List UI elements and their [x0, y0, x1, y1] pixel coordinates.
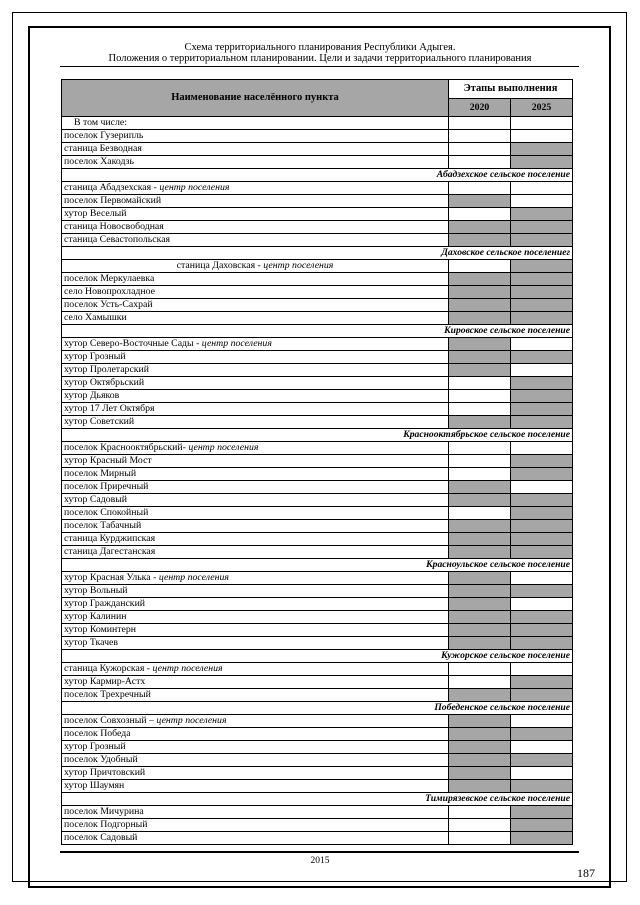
- table-row: [62, 806, 573, 819]
- settlement-name-cell: [62, 754, 449, 767]
- stage-2025-cell: [511, 156, 573, 169]
- table-row: [62, 442, 573, 455]
- stage-2025-cell: [511, 624, 573, 637]
- stage-2020-cell: [449, 741, 511, 754]
- section-title: Абадзехское сельское поселение: [62, 169, 573, 182]
- stage-2020-cell: [449, 299, 511, 312]
- settlement-name: хутор Грозный: [64, 741, 126, 752]
- stage-2025-cell: [511, 754, 573, 767]
- stage-2020-cell: [449, 546, 511, 559]
- stage-2020-cell: [449, 260, 511, 273]
- stage-2025-cell: [511, 663, 573, 676]
- stage-2025-cell: [511, 312, 573, 325]
- column-header-year-2020: 2020: [449, 99, 511, 117]
- table-row: [62, 390, 573, 403]
- stage-2020-cell: [449, 130, 511, 143]
- stage-2025-cell: [511, 806, 573, 819]
- stage-2025-cell: [511, 767, 573, 780]
- stage-2020-cell: [449, 403, 511, 416]
- table-row: [62, 455, 573, 468]
- table-row: [62, 338, 573, 351]
- table-body: [62, 117, 573, 845]
- settlement-name: хутор Ткачев: [64, 637, 119, 648]
- table-row: [62, 728, 573, 741]
- stage-2020-cell: [449, 416, 511, 429]
- settlement-name-cell: [62, 624, 449, 637]
- settlement-name-cell: хутор Северо-Восточные Сады - центр поселения: [62, 338, 449, 351]
- settlement-name: поселок Меркулаевка: [64, 273, 155, 284]
- settlement-name-cell: [62, 728, 449, 741]
- table-row: [62, 481, 573, 494]
- stage-2020-cell: [449, 780, 511, 793]
- stage-2020-cell: [449, 195, 511, 208]
- page-number: 187: [577, 866, 595, 880]
- table-row: [62, 598, 573, 611]
- table-row: [62, 767, 573, 780]
- document-subtitle: Положения о территориальном планировании. Цели и задачи территориального планирования: [108, 53, 532, 64]
- stage-2020-cell: [449, 637, 511, 650]
- stage-2020-cell: [449, 273, 511, 286]
- settlement-center-note: центр поселения: [201, 338, 272, 349]
- settlement-name: станица Дагестанская: [64, 546, 156, 557]
- stage-2020-cell: [449, 689, 511, 702]
- stage-2020-cell: [449, 312, 511, 325]
- stage-2020-cell: [449, 728, 511, 741]
- stage-2020-cell: [449, 598, 511, 611]
- stage-2020-cell: [449, 715, 511, 728]
- stage-2020-cell: [449, 221, 511, 234]
- settlement-name: хутор Северо-Восточные Сады: [64, 338, 194, 349]
- table-row: [62, 663, 573, 676]
- table-row: [62, 234, 573, 247]
- settlement-center-note: центр поселения: [156, 715, 227, 726]
- settlement-name-cell: [62, 208, 449, 221]
- table-row: [62, 520, 573, 533]
- stage-2025-cell: [511, 338, 573, 351]
- settlement-name-cell: станица Кужорская - центр поселения: [62, 663, 449, 676]
- stage-2020-cell: [449, 663, 511, 676]
- table-row: [62, 715, 573, 728]
- stage-2025-cell: [511, 286, 573, 299]
- stage-2025-cell: [511, 416, 573, 429]
- settlement-name: поселок Приречный: [64, 481, 149, 492]
- settlement-center-note: центр поселения: [158, 572, 229, 583]
- table-row: [62, 611, 573, 624]
- table-row: [62, 507, 573, 520]
- stage-2020-cell: [449, 507, 511, 520]
- footer-year: 2015: [310, 856, 330, 866]
- settlement-name-cell: [62, 455, 449, 468]
- settlement-name: хутор Вольный: [64, 585, 128, 596]
- stage-2020-cell: [449, 364, 511, 377]
- settlement-name-cell: [62, 221, 449, 234]
- stage-2025-cell: [511, 676, 573, 689]
- stage-2025-cell: [511, 520, 573, 533]
- settlement-name: хутор Грозный: [64, 351, 126, 362]
- stage-2025-cell: [511, 832, 573, 845]
- stage-2020-cell: [449, 754, 511, 767]
- stage-2020-cell: [449, 585, 511, 598]
- header-rule: [60, 66, 579, 67]
- settlement-name-cell: станица Абадзехская - центр поселения: [62, 182, 449, 195]
- table-row: [62, 286, 573, 299]
- section-title: Тимирязевское сельское поселение: [62, 793, 573, 806]
- table-row: [62, 780, 573, 793]
- stage-2020-cell: [449, 442, 511, 455]
- settlement-name-cell: [62, 468, 449, 481]
- settlement-name: поселок Удобный: [64, 754, 138, 765]
- stage-2020-cell: [449, 624, 511, 637]
- stage-2025-cell: [511, 117, 573, 130]
- settlement-name: хутор Пролетарский: [64, 364, 150, 375]
- settlement-name: В том числе:: [74, 117, 127, 128]
- stage-2025-cell: [511, 143, 573, 156]
- settlement-name: хутор Октябрьский: [64, 377, 145, 388]
- stage-2025-cell: [511, 728, 573, 741]
- section-header-row: [62, 325, 573, 338]
- settlement-name: поселок Табачный: [64, 520, 142, 531]
- settlement-name-cell: хутор Красная Улька - центр поселения: [62, 572, 449, 585]
- column-header-stages: Этапы выполнения: [449, 80, 573, 99]
- settlement-name: поселок Подгорный: [64, 819, 148, 830]
- settlement-name-cell: [62, 403, 449, 416]
- settlement-name: хутор Кармир-Астх: [64, 676, 146, 687]
- settlement-name: станица Абадзехская: [64, 182, 152, 193]
- section-title: Краснооктябрьское сельское поселение: [62, 429, 573, 442]
- table-row: [62, 676, 573, 689]
- settlement-name: село Хамышки: [64, 312, 127, 323]
- settlement-name-cell: [62, 832, 449, 845]
- stage-2025-cell: [511, 494, 573, 507]
- table-row: [62, 273, 573, 286]
- settlement-name: поселок Мичурина: [64, 806, 144, 817]
- section-header-row: [62, 559, 573, 572]
- settlement-name: поселок Краснооктябрьский: [64, 442, 183, 453]
- settlement-name: поселок Победа: [64, 728, 131, 739]
- stage-2025-cell: [511, 715, 573, 728]
- table-row: [62, 572, 573, 585]
- column-header-name: Наименование населённого пункта: [62, 80, 449, 117]
- stage-2020-cell: [449, 351, 511, 364]
- stage-2020-cell: [449, 468, 511, 481]
- settlement-name-cell: [62, 312, 449, 325]
- settlement-name-cell: [62, 481, 449, 494]
- table-row: [62, 143, 573, 156]
- settlement-name: хутор Садовый: [64, 494, 128, 505]
- stage-2025-cell: [511, 572, 573, 585]
- section-title: Кужорское сельское поселение: [62, 650, 573, 663]
- table-row: [62, 585, 573, 598]
- settlement-name: поселок Мирный: [64, 468, 137, 479]
- settlement-name: поселок Трехречный: [64, 689, 151, 700]
- stage-2020-cell: [449, 390, 511, 403]
- stage-2020-cell: [449, 806, 511, 819]
- stage-2020-cell: [449, 533, 511, 546]
- table-row: [62, 130, 573, 143]
- settlement-name: станица Кужорская: [64, 663, 145, 674]
- settlement-name: хутор Красная Улька: [64, 572, 151, 583]
- settlement-name-cell: [62, 546, 449, 559]
- settlement-name-cell: [62, 143, 449, 156]
- settlement-name-cell: [62, 416, 449, 429]
- settlement-name-cell: поселок Краснооктябрьский- центр поселения: [62, 442, 449, 455]
- stage-2020-cell: [449, 494, 511, 507]
- section-header-row: [62, 429, 573, 442]
- stage-2020-cell: [449, 611, 511, 624]
- stage-2020-cell: [449, 286, 511, 299]
- table-row: [62, 364, 573, 377]
- section-title: Кировское сельское поселение: [62, 325, 573, 338]
- settlement-name-cell: [62, 689, 449, 702]
- settlement-name-cell: [62, 286, 449, 299]
- stage-2025-cell: [511, 481, 573, 494]
- table-row: [62, 208, 573, 221]
- section-title: Красноульское сельское поселение: [62, 559, 573, 572]
- table-row: [62, 195, 573, 208]
- stage-2025-cell: [511, 364, 573, 377]
- stage-2025-cell: [511, 234, 573, 247]
- settlement-name: хутор Шаумян: [64, 780, 125, 791]
- settlement-name: поселок Совхозный: [64, 715, 147, 726]
- table-row: [62, 299, 573, 312]
- settlement-name-cell: [62, 533, 449, 546]
- stage-2025-cell: [511, 741, 573, 754]
- settlement-name-cell: [62, 156, 449, 169]
- section-title: Победенское сельское поселение: [62, 702, 573, 715]
- stage-2020-cell: [449, 182, 511, 195]
- stage-2025-cell: [511, 221, 573, 234]
- stage-2025-cell: [511, 195, 573, 208]
- settlement-name-cell: [62, 780, 449, 793]
- settlement-name: станица Курджипская: [64, 533, 156, 544]
- stage-2020-cell: [449, 117, 511, 130]
- table-row: [62, 182, 573, 195]
- settlement-name-cell: [62, 377, 449, 390]
- settlement-name-cell: [62, 598, 449, 611]
- settlement-name: поселок Хакодзь: [64, 156, 134, 167]
- stage-2020-cell: [449, 819, 511, 832]
- section-header-row: [62, 793, 573, 806]
- stage-2025-cell: [511, 598, 573, 611]
- stage-2025-cell: [511, 260, 573, 273]
- settlement-name: хутор Коминтерн: [64, 624, 137, 635]
- table-row: [62, 221, 573, 234]
- settlement-name-cell: [62, 585, 449, 598]
- stage-2025-cell: [511, 351, 573, 364]
- settlement-name: хутор Веселый: [64, 208, 127, 219]
- stage-2025-cell: [511, 819, 573, 832]
- table-row: [62, 819, 573, 832]
- settlement-name: станица Даховская: [176, 260, 256, 271]
- stage-2025-cell: [511, 637, 573, 650]
- settlement-name: поселок Гузерипль: [64, 130, 144, 141]
- section-header-row: [62, 650, 573, 663]
- settlement-name-cell: [62, 130, 449, 143]
- settlement-name: станица Безводная: [64, 143, 142, 154]
- settlement-name: хутор Причтовский: [64, 767, 146, 778]
- stage-2025-cell: [511, 689, 573, 702]
- table-row: [62, 546, 573, 559]
- settlement-name-cell: [62, 117, 449, 130]
- stage-2025-cell: [511, 403, 573, 416]
- settlement-name-cell: [62, 234, 449, 247]
- settlement-name-cell: [62, 767, 449, 780]
- table-row: [62, 533, 573, 546]
- table-row: [62, 351, 573, 364]
- stage-2025-cell: [511, 780, 573, 793]
- section-header-row: [62, 702, 573, 715]
- settlement-name: хутор Красный Мост: [64, 455, 152, 466]
- settlement-name: хутор Дьяков: [64, 390, 120, 401]
- table-row: [62, 468, 573, 481]
- settlement-name-cell: [62, 351, 449, 364]
- settlement-name-cell: [62, 611, 449, 624]
- table-row: [62, 624, 573, 637]
- settlement-name-cell: [62, 819, 449, 832]
- table-row: [62, 416, 573, 429]
- settlement-center-note: центр поселения: [159, 182, 230, 193]
- settlement-name-cell: [62, 299, 449, 312]
- stage-2025-cell: [511, 299, 573, 312]
- settlement-name: станица Севастопольская: [64, 234, 171, 245]
- footer-rule: [60, 851, 579, 853]
- table-row: [62, 832, 573, 845]
- document-title: Схема территориального планирования Республики Адыгея.: [184, 42, 456, 53]
- stage-2020-cell: [449, 234, 511, 247]
- stage-2025-cell: [511, 507, 573, 520]
- table-row: [62, 117, 573, 130]
- stage-2020-cell: [449, 832, 511, 845]
- settlement-name: поселок Усть-Сахрай: [64, 299, 153, 310]
- section-header-row: [62, 169, 573, 182]
- settlement-name-cell: [62, 676, 449, 689]
- stage-2025-cell: [511, 546, 573, 559]
- stage-2025-cell: [511, 390, 573, 403]
- stage-2025-cell: [511, 611, 573, 624]
- table-row: [62, 741, 573, 754]
- settlement-name-cell: [62, 741, 449, 754]
- settlement-name: село Новопрохладное: [64, 286, 156, 297]
- table-row: [62, 312, 573, 325]
- stage-2025-cell: [511, 585, 573, 598]
- settlement-name: хутор 17 Лет Октября: [64, 403, 155, 414]
- table-row: [62, 156, 573, 169]
- settlement-name: хутор Советский: [64, 416, 135, 427]
- stage-2025-cell: [511, 182, 573, 195]
- settlement-name-cell: [62, 494, 449, 507]
- table-row: [62, 689, 573, 702]
- settlement-name-cell: [62, 364, 449, 377]
- settlement-name-cell: [62, 195, 449, 208]
- stage-2025-cell: [511, 442, 573, 455]
- stage-2020-cell: [449, 143, 511, 156]
- settlement-name-cell: [62, 507, 449, 520]
- settlement-name-cell: [62, 806, 449, 819]
- stage-2020-cell: [449, 481, 511, 494]
- settlement-name: хутор Калинин: [64, 611, 127, 622]
- stage-2020-cell: [449, 338, 511, 351]
- stage-2020-cell: [449, 767, 511, 780]
- stage-2025-cell: [511, 468, 573, 481]
- table-row: [62, 403, 573, 416]
- stage-2025-cell: [511, 208, 573, 221]
- column-header-year-2025: 2025: [511, 99, 573, 117]
- settlement-name-cell: [62, 390, 449, 403]
- settlement-name-cell: [62, 273, 449, 286]
- stage-2020-cell: [449, 377, 511, 390]
- settlements-table: [61, 79, 573, 845]
- stage-2020-cell: [449, 520, 511, 533]
- settlement-name: поселок Садовый: [64, 832, 138, 843]
- table-row: [62, 260, 573, 273]
- stage-2025-cell: [511, 130, 573, 143]
- stage-2020-cell: [449, 676, 511, 689]
- stage-2025-cell: [511, 533, 573, 546]
- table-row: [62, 494, 573, 507]
- settlement-center-note: центр поселения: [263, 260, 334, 271]
- settlement-name-cell: поселок Совхозный – центр поселения: [62, 715, 449, 728]
- settlement-name-cell: [62, 637, 449, 650]
- table-row: [62, 377, 573, 390]
- settlement-center-note: центр поселения: [152, 663, 223, 674]
- table-row: [62, 754, 573, 767]
- stage-2025-cell: [511, 273, 573, 286]
- stage-2020-cell: [449, 572, 511, 585]
- stage-2020-cell: [449, 208, 511, 221]
- stage-2025-cell: [511, 455, 573, 468]
- section-title: Даховское сельское поселениег: [62, 247, 573, 260]
- settlement-name: станица Новосвободная: [64, 221, 164, 232]
- stage-2020-cell: [449, 455, 511, 468]
- stage-2020-cell: [449, 156, 511, 169]
- settlement-name: поселок Спокойный: [64, 507, 149, 518]
- settlement-name: хутор Гражданский: [64, 598, 146, 609]
- settlement-name: поселок Первомайский: [64, 195, 162, 206]
- settlement-name-cell: станица Даховская - центр поселения: [62, 260, 449, 273]
- settlement-name-cell: [62, 520, 449, 533]
- settlement-center-note: центр поселения: [188, 442, 259, 453]
- table-row: [62, 637, 573, 650]
- section-header-row: [62, 247, 573, 260]
- stage-2025-cell: [511, 377, 573, 390]
